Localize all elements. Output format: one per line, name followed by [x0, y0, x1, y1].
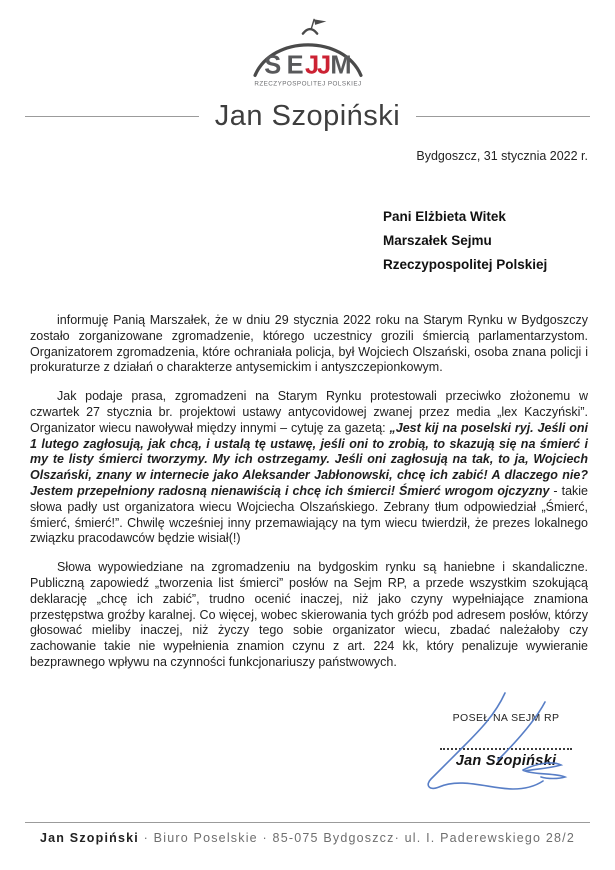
signature-role: POSEŁ NA SEJM RP — [452, 712, 560, 724]
footer-name: Jan Szopiński — [40, 831, 139, 845]
logo-subtitle: RZECZYPOSPOLITEJ POLSKIEJ — [253, 80, 362, 88]
paragraph-2-tail: - takie słowa padły ust organizatora wiecu Wojciecha Olszańskiego. Zebrany tłum odpowiedział „Śmierć, śmierć, śmierć!”. Chwilę wcześniej inny przemawiający na tym wiecu twierdził, że prezes lokalnego związku pracodawców będzie wisiał(!) — [30, 483, 589, 546]
paragraph-2-lead: Jak podaje prasa, zgromadzeni na Starym Rynku protestowali przeciwko złożonemu w czwartek 27 stycznia br. projektowi ustawy antycovidowej zwanej przez media „lex Kaczyński”. Organizator wiecu nawoływał między innymi – cytuję za gazetą: — [30, 389, 588, 435]
flag-icon — [314, 19, 326, 24]
letter-body — [30, 313, 588, 684]
dateline: Bydgoszcz, 31 stycznia 2022 r. — [416, 149, 588, 163]
sejm-logo — [0, 16, 615, 92]
paragraph-2 — [30, 389, 588, 547]
handwritten-signature-icon — [395, 685, 605, 800]
sejm-letters-jj: JJ — [304, 51, 329, 80]
paragraph-1: informuję Panią Marszałek, że w dniu 29 stycznia 2022 roku na Starym Rynku w Bydgoszczy zostało zorganizowane zgromadzenie, którego uczestnicy grozili śmiercią parlamentarzystom. Organizatorem zgromadzenia, które ochraniała policja, był Wojciech Olszański, osoba znana policji i prokuraturze z działań o charakterze antysemickim i antyszczepionkowym. — [30, 313, 588, 375]
signature-printed-name: Jan Szopiński — [455, 753, 557, 769]
sejm-letter-e: E — [286, 51, 304, 80]
recipient-line-name: Pani Elżbieta Witek — [383, 209, 506, 224]
header-rule-left — [25, 116, 199, 117]
sejm-letter-s: S — [263, 51, 281, 80]
sejm-letter-m: M — [329, 51, 352, 80]
footer-address: · Biuro Poselskie · 85-075 Bydgoszcz· ul. I. Paderewskiego 28/2 — [138, 831, 575, 845]
footer-text — [0, 831, 615, 845]
sejm-dome-icon — [252, 16, 364, 92]
paragraph-3: Słowa wypowiedziane na zgromadzeniu na bydgoskim rynku są haniebne i skandaliczne. Publiczną zapowiedź „tworzenia list śmierci” posłów na Sejm RP, a przede wszystkim szokującą deklarację „chcę ich zabić”, trudno ocenić inaczej, niż jako czyny wypełniające znamiona przestępstwa groźby karalnej. Co więcej, wobec skierowania tych gróźb pod adresem posłów, którzy głosować mieliby inaczej, niż życzy tego sobie organizator wiecu, zbadać należałoby czy zachowanie takie nie wypełnienia znamion czynu z art. 224 kk, który penalizuje wywieranie bezprawnego wpływu na czynności funkcjonariuszy państwowych. — [30, 560, 588, 669]
footer-rule — [25, 822, 590, 823]
letterhead-name-row — [25, 100, 590, 133]
quoted-speech-emphasis: „Jest kij na poselski ryj. Jeśli oni 1 lutego zagłosują, jak chcą, i ustalą tę ustawę, jeśli oni to zrobią, to skazują się na śmierć i my te listy śmierci tworzymy. My ich ostrzegamy. Jeśli oni zagłosują na tak, to ja, Wojciech Olszański, znany w internecie jako Aleksander Jabłonowski, chcę ich zabić! A dlaczego nie? Jestem przepełniony radosną nienawiścią i chcę ich śmierci! Śmierć wrogom ojczyzny — [30, 420, 588, 498]
header-rule-right — [416, 116, 590, 117]
recipient-line-title: Marszałek Sejmu — [383, 233, 492, 248]
recipient-line-institution: Rzeczypospolitej Polskiej — [383, 257, 548, 272]
recipient-block — [383, 205, 547, 277]
letterhead-name: Jan Szopiński — [214, 100, 401, 132]
